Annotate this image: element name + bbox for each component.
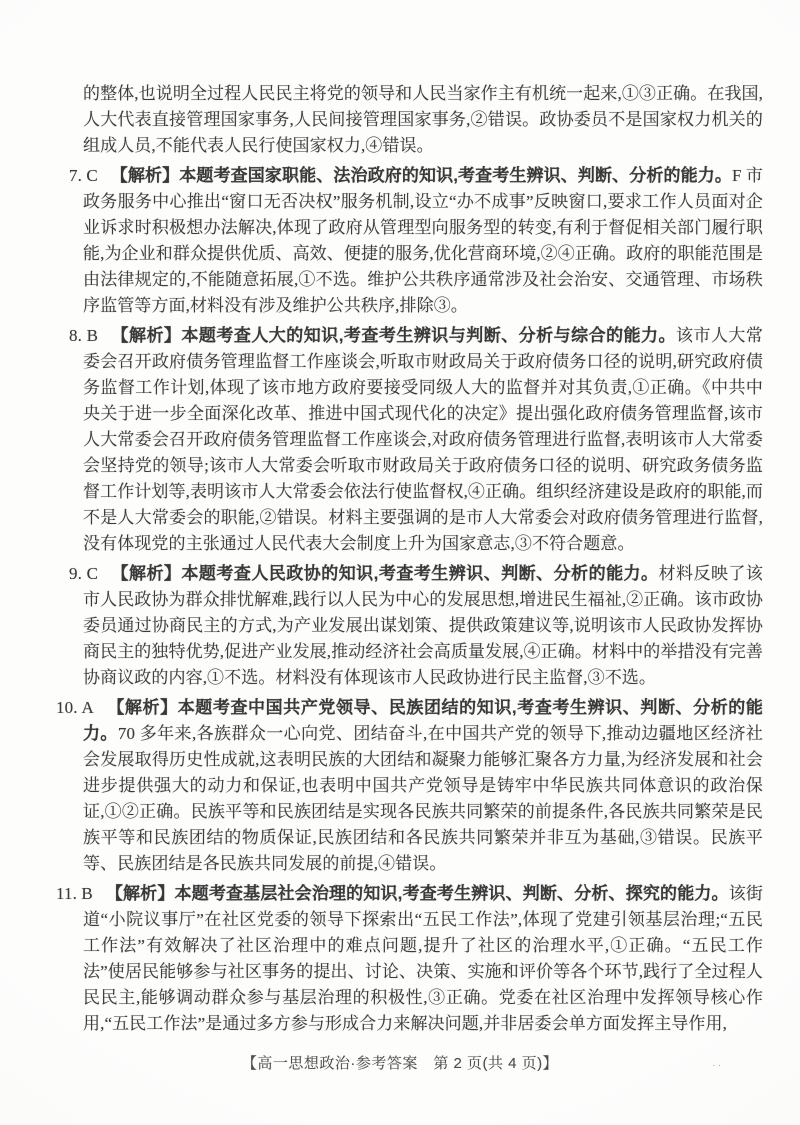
continuation-paragraph: 的整体,也说明全过程人民民主将党的领导和人民当家作主有机统一起来,①③正确。在我国,人大代表直接管理国家事务,人民间接管理国家事务,②错误。政协委员不是国家权力机关的组成人员,不能代表人民行使国家权力,④错误。 xyxy=(83,84,763,155)
analysis-intro: 【解析】本题考查人大的知识,考查考生辨识与判断、分析与综合的能力。 xyxy=(111,326,676,345)
answer-item-7 xyxy=(69,163,763,319)
analysis-intro: 【解析】本题考查基层社会治理的知识,考查考生辨识、判断、分析、探究的能力。 xyxy=(105,884,729,903)
analysis-body: F 市政务服务中心推出“窗口无否决权”服务机制,设立“办不成事”反映窗口,要求工作人员面对企业诉求时积极想办法解决,体现了政府从管理型向服务型的转变,有利于督促相关部门履行职能,为企业和群众提供优质、高效、便捷的服务,优化营商环境,②④正确。政府的职能范围是由法律规定的,不能随意拓展,①不选。维护公共秩序通常涉及社会治安、交通管理、市场秩序监管等方面,材料没有涉及维护公共秩序,排除③。 xyxy=(83,166,763,315)
answer-number: 11. B xyxy=(56,884,93,903)
analysis-intro: 【解析】本题考查中国共产党领导、民族团结的知识,考查考生辨识、判断、分析的能力。 xyxy=(83,698,763,743)
analysis-intro: 【解析】本题考查人民政协的知识,考查考生辨识、判断、分析的能力。 xyxy=(111,564,659,583)
analysis-body: 70 多年来,各族群众一心向党、团结奋斗,在中国共产党的领导下,推动边疆地区经济社会发展取得历史性成就,这表明民族的大团结和凝聚力能够汇聚各方力量,为经济发展和社会进步提供强大的动力和保证,也表明中国共产党领导是铸牢中华民族共同体意识的政治保证,①②正确。民族平等和民族团结是实现各民族共同繁荣的前提条件,各民族共同繁荣是民族平等和民族团结的物质保证,民族团结和各民族共同繁荣并非互为基础,③错误。民族平等、民族团结是各民族共同发展的前提,④错误。 xyxy=(83,724,763,873)
answer-number: 8. B xyxy=(69,326,99,345)
analysis-body: 该市人大常委会召开政府债务管理监督工作座谈会,听取市财政局关于政府债务口径的说明,研究政府债务监督工作计划,体现了该市地方政府要接受同级人大的监督并对其负责,①正确。《中共中央关于进一步全面深化改革、推进中国式现代化的决定》提出强化政府债务管理监督,该市人大常委会召开政府债务管理监督工作座谈会,对政府债务管理进行监督,表明该市人大常委会坚持党的领导;该市人大常委会听取市财政局关于政府债务口径的说明、研究政务债务监督工作计划等,表明该市人大常委会依法行使监督权,④正确。组织经济建设是政府的职能,而不是人大常委会的职能,②错误。材料主要强调的是市人大常委会对政府债务管理进行监督,没有体现党的主张通过人民代表大会制度上升为国家意志,③不符合题意。 xyxy=(83,326,763,553)
analysis-intro: 【解析】本题考查国家职能、法治政府的知识,考查考生辨识、判断、分析的能力。 xyxy=(110,166,732,185)
answer-item-11 xyxy=(56,881,764,1037)
answer-text-block xyxy=(56,81,764,1041)
analysis-body: 材料反映了该市人民政协为群众排忧解难,践行以人民为中心的发展思想,增进民生福祉,②正确。该市政协委员通过协商民主的方式,为产业发展出谋划策、提供政策建议等,说明该市人民政协发挥协商民主的独特优势,促进产业发展,推动经济社会高质量发展,④正确。材料中的举措没有完善协商议政的内容,①不选。材料没有体现该市人民政协进行民主监督,③不选。 xyxy=(83,564,764,687)
scan-artifact: ·· xyxy=(712,1060,724,1072)
page-footer: 【高一思想政治·参考答案 第 2 页(共 4 页)】 xyxy=(241,1055,559,1072)
answer-number: 9. C xyxy=(69,564,99,583)
answer-number: 7. C xyxy=(69,166,98,185)
answer-item-10 xyxy=(56,695,763,877)
answer-item-9 xyxy=(69,561,764,691)
answer-number: 10. A xyxy=(56,698,94,717)
analysis-body: 该街道“小院议事厅”在社区党委的领导下探索出“五民工作法”,体现了党建引领基层治理;“五民工作法”有效解决了社区治理中的难点问题,提升了社区的治理水平,①正确。“五民工作法”使居民能够参与社区事务的提出、讨论、决策、实施和评价等各个环节,践行了全过程人民民主,能够调动群众参与基层治理的积极性,③正确。党委在社区治理中发挥领导核心作用,“五民工作法”是通过多方参与形成合力来解决问题,并非居委会单方面发挥主导作用, xyxy=(83,884,764,1033)
answer-item-8 xyxy=(69,323,763,557)
